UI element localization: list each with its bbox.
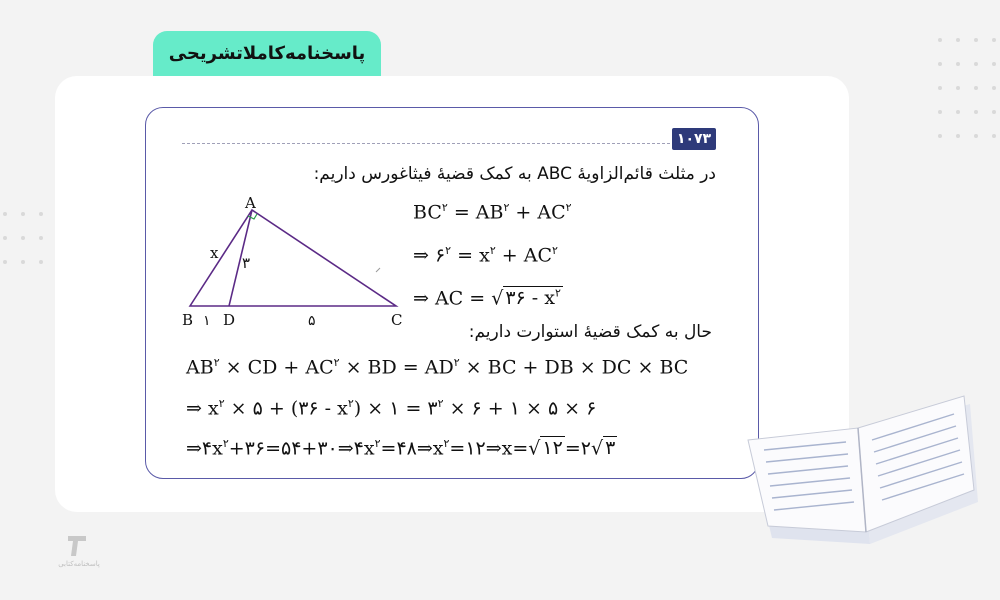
triangle-figure [178, 192, 414, 332]
side-ab-label: x [210, 244, 219, 262]
vertex-b-label: B [182, 311, 194, 329]
answer-key-badge: پاسخنامه‌کاملاتشریحی [153, 31, 381, 76]
equation-pythagoras-3: ⇒ AC = √ ۳۶ - $x^۲$ [413, 287, 561, 310]
solution-intro: در مثلث قائم‌الزاویهٔ ABC به کمک قضیهٔ فیثاغورس داریم: [313, 164, 716, 184]
triangle-abc [190, 210, 396, 306]
stewart-intro: حال به کمک قضیهٔ استوارت داریم: [468, 322, 712, 342]
equation-pythagoras-2: ⇒ $۶^۲ = x^۲ + AC^۲$ [413, 244, 558, 267]
vertex-c-label: C [391, 311, 403, 329]
segment-ad-label: ۳ [242, 254, 251, 272]
dashed-divider [182, 143, 670, 144]
equation-pythagoras-1: $BC^۲ = AB^۲ + AC^۲$ [413, 201, 572, 224]
open-book-icon [742, 384, 982, 554]
segment-bd-label: ۱ [203, 313, 211, 329]
point-d-label: D [223, 311, 236, 329]
equation-stewart-2: ⇒ $x^۲$ × ۵ + (۳۶ - $x^۲$) × ۱ = $۳^۲$ × ۶ + ۱ × ۵ × ۶ [186, 397, 597, 420]
question-number: ۱۰۷۳ [672, 128, 716, 150]
tick-mark [376, 268, 380, 272]
equation-stewart-3: $\Rightarrow ۴x^۲+۳۶=۵۴+۳۰\Rightarrow ۴x^۲=۴۸\Rightarrow x^۲=۱۲\Rightarrow x=√$ ۱۲ =۲√ ۳ [186, 437, 616, 460]
vertex-a-label: A [245, 194, 256, 212]
brand-logo-icon [56, 532, 96, 560]
segment-dc-label: ۵ [308, 313, 316, 329]
brand-logo-text: پاسخنامه‌کتابی [58, 560, 100, 568]
equation-stewart-1: $AB^۲$ × CD + $AC^۲$ × BD = $AD^۲$ × BC + DB × DC × BC [186, 356, 689, 379]
